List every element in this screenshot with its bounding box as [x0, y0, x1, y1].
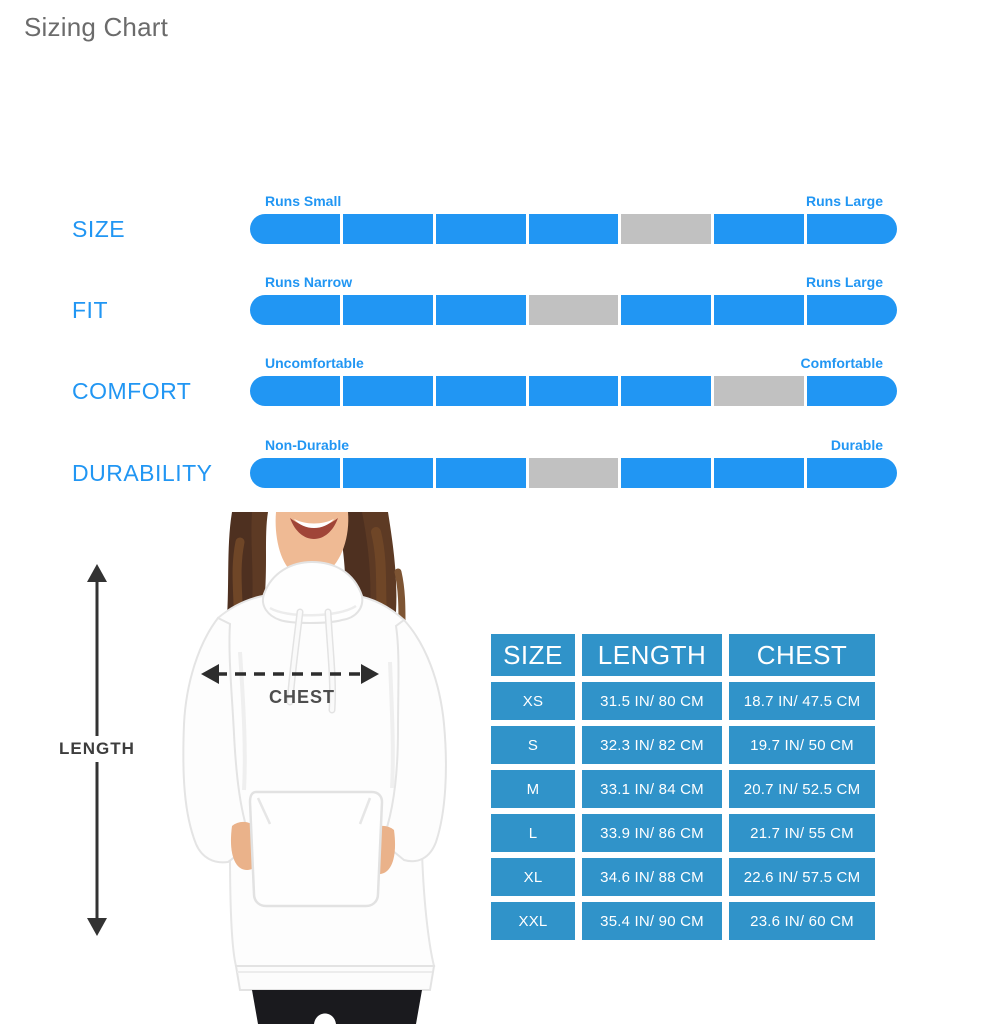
rating-row — [0, 274, 1006, 325]
rating-bar-segment — [436, 214, 526, 244]
rating-bar-segment — [529, 214, 619, 244]
rating-bar-segment — [250, 376, 340, 406]
rating-high-label: Runs Large — [805, 274, 883, 290]
size-table-cell: XS — [491, 682, 575, 720]
rating-bar-segment — [621, 376, 711, 406]
rating-name: SIZE — [72, 216, 126, 242]
length-label: LENGTH — [56, 736, 138, 762]
chest-arrow-icon — [200, 661, 380, 687]
rating-name: COMFORT — [72, 378, 192, 404]
rating-bar-segment — [250, 458, 340, 488]
size-table-cell: 31.5 IN/ 80 CM — [582, 682, 722, 720]
rating-bar-segment — [807, 295, 897, 325]
rating-high-label: Runs Large — [805, 193, 883, 209]
rating-bar-segment — [436, 295, 526, 325]
size-table-header: SIZE — [491, 634, 575, 676]
rating-bar-segment — [714, 295, 804, 325]
rating-low-label: Non-Durable — [265, 437, 349, 453]
size-table-cell: 20.7 IN/ 52.5 CM — [729, 770, 875, 808]
product-photo — [140, 512, 490, 1024]
rating-name: DURABILITY — [72, 460, 213, 486]
rating-bar-segment — [436, 458, 526, 488]
rating-bar-segment — [529, 458, 619, 488]
size-table-cell: M — [491, 770, 575, 808]
rating-bar-segment — [714, 458, 804, 488]
rating-bar — [250, 295, 897, 325]
rating-bar-segment — [621, 214, 711, 244]
rating-bar — [250, 214, 897, 244]
size-table-cell: 33.9 IN/ 86 CM — [582, 814, 722, 852]
size-table-cell: 34.6 IN/ 88 CM — [582, 858, 722, 896]
page-title: Sizing Chart — [24, 12, 169, 42]
size-table-cell: 19.7 IN/ 50 CM — [729, 726, 875, 764]
rating-bar-segment — [343, 376, 433, 406]
size-table-cell: 33.1 IN/ 84 CM — [582, 770, 722, 808]
size-table-cell: 18.7 IN/ 47.5 CM — [729, 682, 875, 720]
rating-bar-segment — [529, 376, 619, 406]
rating-bar-segment — [714, 214, 804, 244]
rating-bar — [250, 376, 897, 406]
rating-bar-segment — [250, 214, 340, 244]
rating-row — [0, 193, 1006, 244]
size-table-cell: 32.3 IN/ 82 CM — [582, 726, 722, 764]
size-table-cell: XXL — [491, 902, 575, 940]
rating-name: FIT — [72, 297, 108, 323]
rating-bar-wrap — [250, 437, 897, 488]
rating-bar-segment — [714, 376, 804, 406]
rating-bar — [250, 458, 897, 488]
rating-bar-segment — [250, 295, 340, 325]
rating-bar-segment — [529, 295, 619, 325]
rating-bar-segment — [807, 458, 897, 488]
rating-high-label: Comfortable — [800, 355, 883, 371]
size-table-cell: S — [491, 726, 575, 764]
rating-row — [0, 355, 1006, 406]
rating-high-label: Durable — [830, 437, 883, 453]
rating-bar-segment — [621, 458, 711, 488]
rating-bar-segment — [343, 295, 433, 325]
rating-bar-wrap — [250, 274, 897, 325]
rating-bar-wrap — [250, 355, 897, 406]
size-table-cell: 35.4 IN/ 90 CM — [582, 902, 722, 940]
rating-bar-segment — [807, 376, 897, 406]
rating-bar-segment — [343, 458, 433, 488]
size-table — [491, 634, 875, 940]
size-table-cell: L — [491, 814, 575, 852]
rating-low-label: Uncomfortable — [265, 355, 364, 371]
rating-low-label: Runs Small — [265, 193, 342, 209]
rating-bar-segment — [343, 214, 433, 244]
size-table-cell: 23.6 IN/ 60 CM — [729, 902, 875, 940]
rating-bar-segment — [436, 376, 526, 406]
rating-bar-segment — [621, 295, 711, 325]
chest-label: CHEST — [268, 687, 335, 707]
rating-bar-segment — [807, 214, 897, 244]
size-table-cell: 21.7 IN/ 55 CM — [729, 814, 875, 852]
rating-row — [0, 437, 1006, 488]
rating-low-label: Runs Narrow — [265, 274, 353, 290]
size-table-header: LENGTH — [582, 634, 722, 676]
rating-bar-wrap — [250, 193, 897, 244]
size-table-cell: XL — [491, 858, 575, 896]
size-table-header: CHEST — [729, 634, 875, 676]
size-table-cell: 22.6 IN/ 57.5 CM — [729, 858, 875, 896]
